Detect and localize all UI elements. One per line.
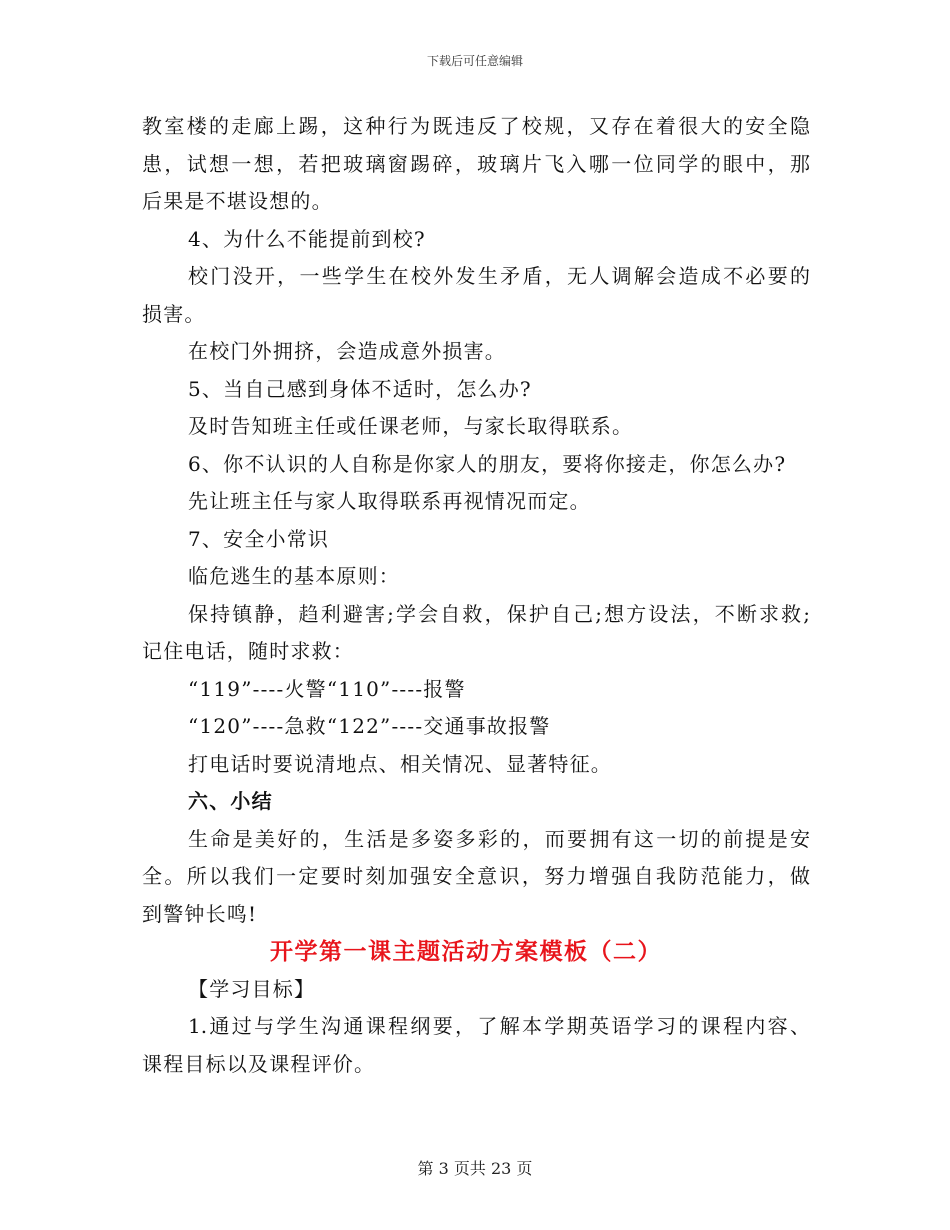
question-heading: 6、你不认识的人自称是你家人的朋友，要将你接走，你怎么办? — [188, 451, 787, 476]
page-footer: 第 3 页共 23 页 — [417, 1159, 533, 1178]
paragraph-line: 先让班主任与家人取得联系再视情况而定。 — [188, 489, 591, 513]
paragraph-line: 临危逃生的基本原则： — [188, 564, 400, 588]
paragraph-line: 记住电话，随时求救： — [142, 639, 354, 663]
paragraph-line: 到警钟长鸣! — [142, 901, 258, 926]
phone-number-line: “119”----火警“110”----报警 — [188, 676, 466, 701]
question-heading: 7、安全小常识 — [188, 526, 330, 551]
paragraph-line: 生命是美好的，生活是多姿多彩的，而要拥有这一切的前提是安 — [188, 826, 810, 851]
paragraph-line: 在校门外拥挤，会造成意外损害。 — [188, 339, 506, 363]
page-header: 下载后可任意编辑 — [426, 54, 523, 68]
section-heading: 六、小结 — [188, 789, 273, 813]
paragraph-line: 1.通过与学生沟通课程纲要，了解本学期英语学习的课程内容、 — [188, 1014, 810, 1038]
question-heading: 4、为什么不能提前到校? — [188, 226, 426, 251]
paragraph-line: 及时告知班主任或任课老师，与家长取得联系。 — [188, 414, 634, 438]
phone-number-line: “120”----急救“122”----交通事故报警 — [188, 714, 551, 738]
paragraph-line: 后果是不堪设想的。 — [142, 189, 333, 213]
document-title: 开学第一课主题活动方案模板（二） — [270, 938, 662, 965]
paragraph-line: 校门没开，一些学生在校外发生矛盾，无人调解会造成不必要的 — [188, 264, 810, 288]
paragraph-line: 全。所以我们一定要时刻加强安全意识，努力增强自我防范能力，做 — [142, 864, 810, 888]
question-heading: 5、当自己感到身体不适时，怎么办? — [188, 376, 532, 401]
paragraph-line: 损害。 — [142, 301, 206, 326]
paragraph-line: 打电话时要说清地点、相关情况、显著特征。 — [188, 751, 612, 776]
document-body — [142, 108, 810, 1083]
section-heading: 【学习目标】 — [188, 976, 316, 1001]
paragraph-line: 教室楼的走廊上踢，这种行为既违反了校规，又存在着很大的安全隐 — [142, 114, 810, 138]
paragraph-line: 保持镇静，趋利避害;学会自救，保护自己;想方设法，不断求救; — [188, 601, 810, 626]
paragraph-line: 课程目标以及课程评价。 — [142, 1051, 376, 1076]
paragraph-line: 患，试想一想，若把玻璃窗踢碎，玻璃片飞入哪一位同学的眼中，那 — [142, 151, 810, 176]
